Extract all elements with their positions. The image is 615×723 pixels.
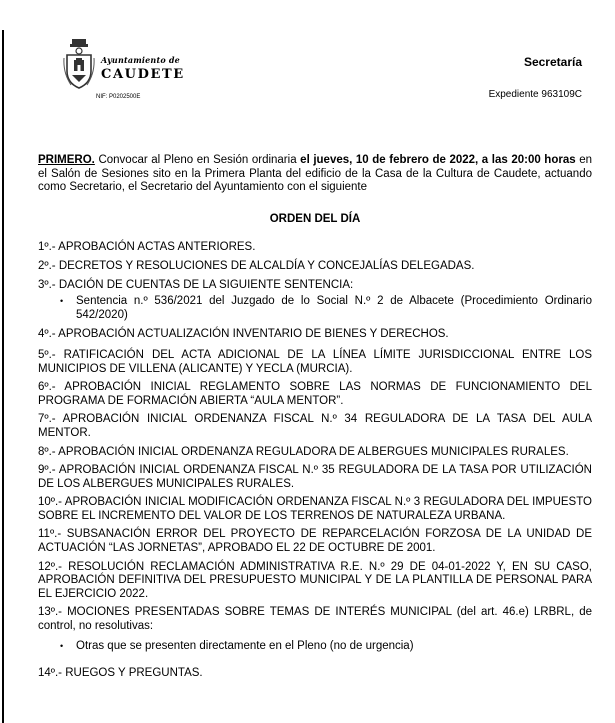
municipality-label: Ayuntamiento de: [101, 55, 180, 65]
agenda-item-11: 11º.- SUBSANACIÓN ERROR DEL PROYECTO DE REPARCELACIÓN FORZOSA DE LA UNIDAD DE ACTUACIÓN “LAS JORNETAS”, APROBADO EL 22 DE OCTUBRE DE 2001.: [38, 528, 592, 555]
agenda-title: ORDEN DEL DÍA: [269, 212, 361, 225]
intro-text-1: Convocar al Pleno en Sesión ordinaria: [94, 154, 301, 166]
section-lead: PRIMERO.: [38, 154, 95, 166]
agenda-item-3: 3º.- DACIÓN DE CUENTAS DE LA SIGUIENTE SENTENCIA:: [38, 278, 354, 291]
department-label: Secretaría: [523, 55, 582, 69]
agenda-item-10: 10º.- APROBACIÓN INICIAL MODIFICACIÓN ORDENANZA FISCAL N.º 3 REGULADORA DEL IMPUESTO SOBRE EL INCREMENTO DEL VALOR DE LOS TERRENOS DE NATURALEZA URBANA.: [38, 496, 592, 522]
nif-number: NIF: P0202500E: [96, 94, 141, 100]
file-reference: Expediente 963109C: [488, 89, 582, 100]
agenda-item-13-subitem: • Otras que se presenten directamente en el Pleno (no de urgencia): [60, 640, 592, 654]
agenda-item-7: 7º.- APROBACIÓN INICIAL ORDENANZA FISCAL N.º 34 REGULADORA DE LA TASA DEL AULA MENTOR.: [38, 413, 592, 439]
agenda-item-14: 14º.- RUEGOS Y PREGUNTAS.: [38, 667, 203, 680]
agenda-item-12: 12º.- RESOLUCIÓN RECLAMACIÓN ADMINISTRATIVA R.E. N.º 29 DE 04-01-2022 Y, EN SU CASO, APROBACIÓN DEFINITIVA DEL PRESUPUESTO MUNICIPAL Y DE LA PLANTILLA DE PERSONAL PARA EL EJERCICIO 2022.: [38, 560, 592, 600]
agenda-item-8: 8º.- APROBACIÓN INICIAL ORDENANZA REGULADORA DE ALBERGUES MUNICIPALES RURALES.: [38, 445, 569, 458]
municipality-name: CAUDETE: [101, 67, 185, 82]
coat-of-arms-icon: [63, 38, 95, 90]
session-date: el jueves, 10 de febrero de 2022, a las 20:00 horas: [300, 154, 576, 166]
agenda-item-3-sublist: [60, 295, 592, 322]
agenda-item-2: 2º.- DECRETOS Y RESOLUCIONES DE ALCALDÍA Y CONCEJALÍAS DELEGADAS.: [38, 259, 475, 272]
agenda-item-9: 9º.- APROBACIÓN INICIAL ORDENANZA FISCAL N.º 35 REGULADORA DE LA TASA POR UTILIZACIÓN DE LOS ALBERGUES MUNICIPALES RURALES.: [38, 464, 592, 490]
agenda-item-4: 4º.- APROBACIÓN ACTUALIZACIÓN INVENTARIO DE BIENES Y DERECHOS.: [38, 328, 449, 341]
agenda-item-1: 1º.- APROBACIÓN ACTAS ANTERIORES.: [38, 241, 256, 254]
agenda-item-5: 5º.- RATIFICACIÓN DEL ACTA ADICIONAL DE LA LÍNEA LÍMITE JURISDICCIONAL ENTRE LOS MUNICIPIOS DE VILLENA (ALICANTE) Y YECLA (MURCIA).: [38, 348, 592, 375]
intro-text-2: en el Salón de Sesiones sito en la Primera Planta del edificio de la Casa de la Cultura de Caudete, actuando como Secretario, el Secretario del Ayuntamiento con el siguiente: [38, 154, 592, 194]
margin-rule: [2, 30, 4, 723]
letterhead: [0, 0, 615, 110]
agenda-item-13-sublist: [60, 640, 592, 654]
document-body: [38, 154, 592, 686]
convocation-paragraph: [38, 154, 592, 195]
agenda-item-13: 13º.- MOCIONES PRESENTADAS SOBRE TEMAS DE INTERÉS MUNICIPAL (del art. 46.e) LRBRL, de control, no resolutivas:: [38, 606, 592, 633]
agenda-item-3-subitem: • Sentencia n.º 536/2021 del Juzgado de lo Social N.º 2 de Albacete (Procedimiento Ordinario 542/2020): [60, 295, 592, 322]
agenda-item-6: 6º.- APROBACIÓN INICIAL REGLAMENTO SOBRE LAS NORMAS DE FUNCIONAMIENTO DEL PROGRAMA DE FORMACIÓN ABIERTA “AULA MENTOR”.: [38, 381, 592, 407]
